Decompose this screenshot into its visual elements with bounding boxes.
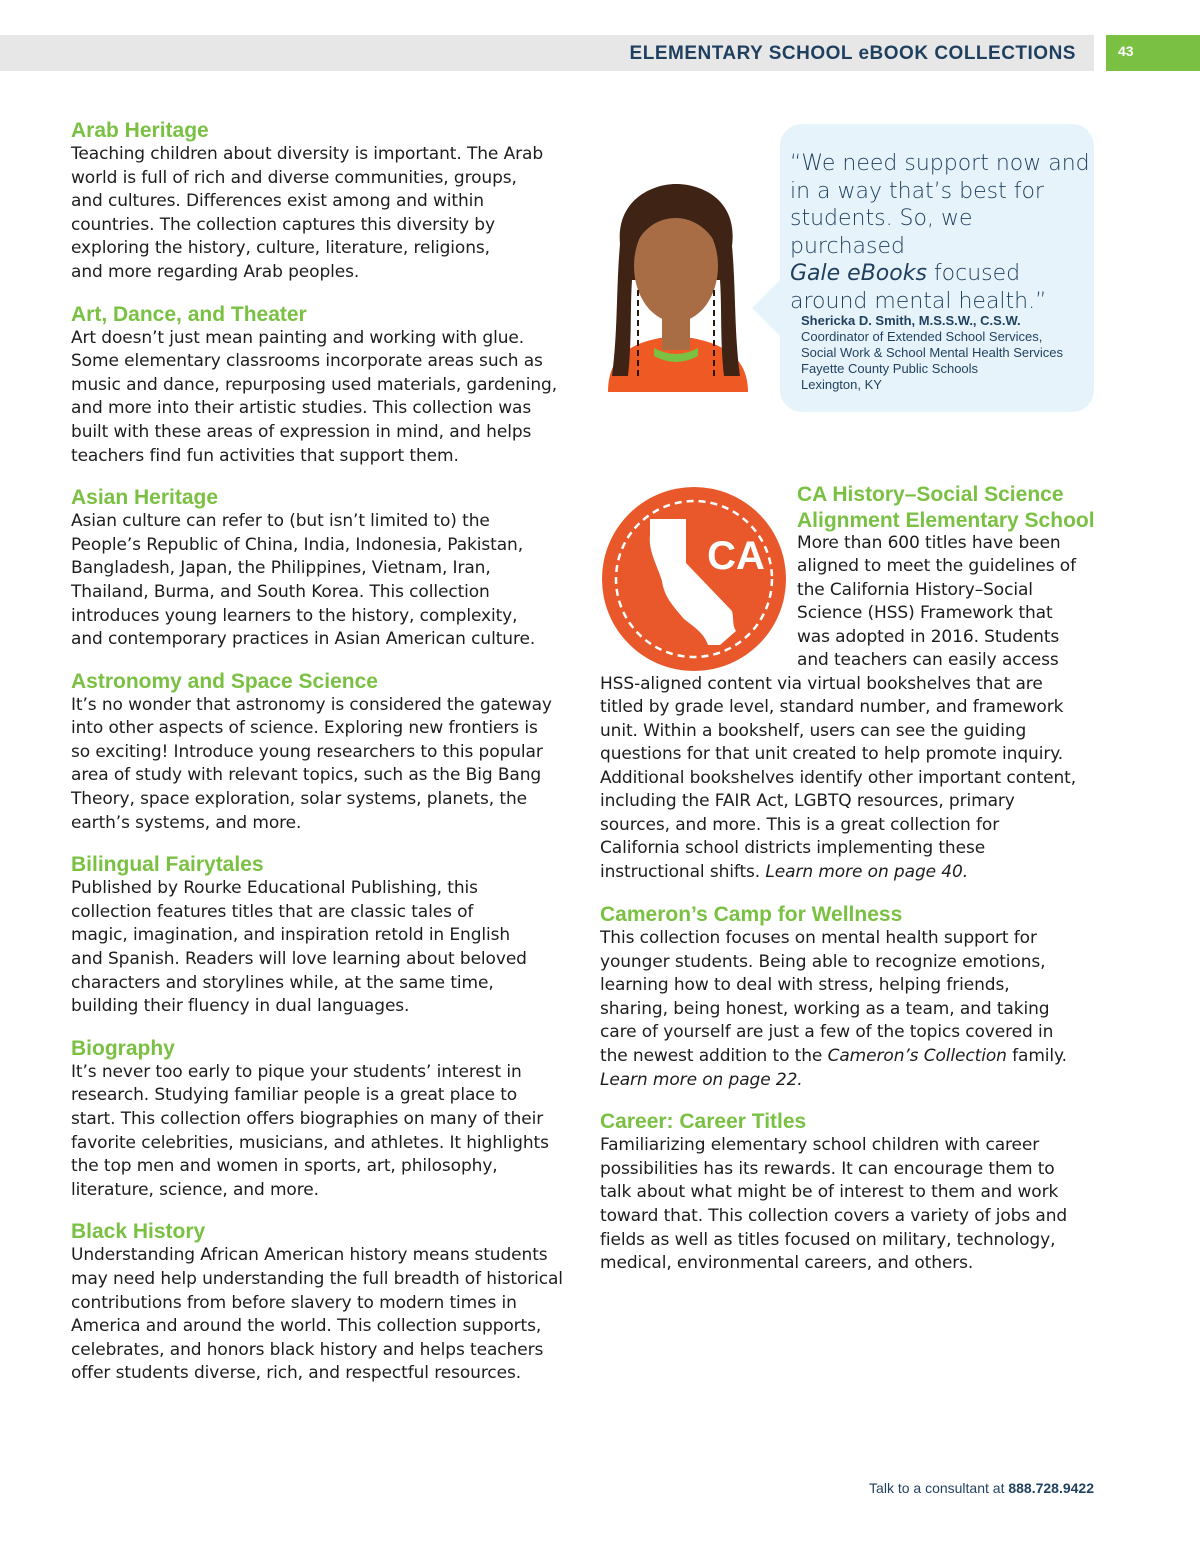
section-title: Career: Career Titles bbox=[600, 1110, 807, 1134]
section-body: Art doesn’t just mean painting and working with glue. Some elementary classrooms incorporate areas such as music and dance, repurposing used materials, gardening, and more into their artistic studies. This collection was built with these areas of expression in mind, and helps teachers find fun activities that support them. bbox=[71, 327, 558, 466]
avatar-illustration bbox=[598, 180, 754, 392]
author-role: Coordinator of Extended School Services, bbox=[801, 329, 1043, 344]
ca-body-line: Science (HSS) Framework that bbox=[797, 603, 1053, 623]
ca-body-line: questions for that unit created to help promote inquiry. bbox=[600, 744, 1064, 764]
right-column bbox=[600, 902, 1096, 1293]
section-career-titles bbox=[600, 1109, 1096, 1276]
section-body: It’s no wonder that astronomy is considered the gateway into other aspects of science. Exploring new frontiers is so exciting! Introduce young researchers to this popular area of study with relevant topics, such as the Big Bang Theory, space exploration, solar systems, planets, the earth’s systems, and more. bbox=[71, 694, 552, 833]
section-asian-heritage bbox=[71, 485, 571, 652]
section-biography bbox=[71, 1036, 571, 1203]
ca-body-line-last: instructional shifts. Learn more on page 40. bbox=[600, 862, 969, 882]
author-location: Lexington, KY bbox=[801, 377, 882, 392]
section-title: Arab Heritage bbox=[71, 119, 209, 142]
quote-attribution bbox=[801, 313, 1091, 393]
quote-text: “We need support now and in a way that’s best for students. So, we purchased Gale eBooks focused around mental health.” bbox=[790, 151, 1090, 314]
ca-body-line: Additional bookshelves identify other important content, bbox=[600, 768, 1077, 788]
section-camerons-camp bbox=[600, 902, 1096, 1092]
author-department: Social Work & School Mental Health Services bbox=[801, 345, 1064, 360]
ca-body-line: aligned to meet the guidelines of bbox=[797, 556, 1076, 576]
header-title: ELEMENTARY SCHOOL eBOOK COLLECTIONS bbox=[629, 43, 1076, 64]
author-name: Shericka D. Smith, M.S.S.W., C.S.W. bbox=[801, 313, 1021, 328]
ca-body-line: was adopted in 2016. Students bbox=[797, 627, 1060, 647]
section-title: Black History bbox=[71, 1220, 206, 1244]
section-body: This collection focuses on mental health support for younger students. Being able to recognize emotions, learning how to deal with stress, helping friends, sharing, being honest, working as a team, and taking care of yourself are just a few of the topics covered in the newest addition to the Cameron’s Collection family. Learn more on page 22. bbox=[600, 928, 1067, 1090]
california-badge-icon bbox=[600, 485, 788, 673]
section-body: Asian culture can refer to (but isn’t limited to) the People’s Republic of China, India, Indonesia, Pakistan, Bangladesh, Japan, the Philippines, Vietnam, Iran, Thailand, Burma, and South Korea. This collection introduces young learners to the history, complexity, and contemporary practices in Asian American culture. bbox=[71, 511, 536, 650]
ca-section-title: CA History–Social Science Alignment Elementary School bbox=[797, 483, 1095, 532]
badge-label: CA bbox=[707, 534, 765, 578]
section-body: Familiarizing elementary school children with career possibilities has its rewards. It can encourage them to talk about what might be of interest to them and work toward that. This collection covers a variety of jobs and fields as well as titles focused on military, technology, medical, environmental careers, and others. bbox=[600, 1135, 1068, 1274]
page-number-box bbox=[1106, 35, 1200, 71]
footer-phone: 888.728.9422 bbox=[1008, 1480, 1094, 1496]
section-title: Biography bbox=[71, 1036, 175, 1060]
footer-text: Talk to a consultant at bbox=[869, 1480, 1009, 1496]
section-black-history bbox=[71, 1219, 571, 1386]
section-body: It’s never too early to pique your students’ interest in research. Studying familiar people is a great place to start. This collection offers biographies on many of their favorite celebrities, musicians, and athletes. It highlights the top men and women in sports, art, philosophy, literature, science, and more. bbox=[71, 1061, 549, 1200]
ca-body-line: and teachers can easily access bbox=[797, 650, 1059, 670]
section-body: Published by Rourke Educational Publishing, this collection features titles that are classic tales of magic, imagination, and inspiration retold in English and Spanish. Readers will love learning about beloved characters and storylines while, at the same time, building their fluency in dual languages. bbox=[71, 878, 527, 1017]
section-body: Understanding African American history means students may need help understanding the full breadth of historical contributions from before slavery to modern times in America and around the world. This collection supports, celebrates, and honors black history and helps teachers offer students diverse, rich, and respectful resources. bbox=[71, 1245, 563, 1384]
author-organization: Fayette County Public Schools bbox=[801, 361, 979, 376]
learn-more-link: Learn more on page 22. bbox=[600, 1069, 803, 1090]
section-title: Art, Dance, and Theater bbox=[71, 302, 307, 326]
section-astronomy bbox=[71, 669, 571, 836]
ca-body-line: More than 600 titles have been bbox=[797, 533, 1061, 553]
ca-body-line: titled by grade level, standard number, and framework bbox=[600, 697, 1064, 717]
section-body: Teaching children about diversity is important. The Arab world is full of rich and diverse communities, groups, and cultures. Differences exist among and within countries. The collection captures this diversity by exploring the history, culture, literature, religions, and more regarding Arab peoples. bbox=[71, 144, 544, 282]
section-arab-heritage bbox=[71, 118, 571, 285]
ca-body-line: sources, and more. This is a great collection for bbox=[600, 815, 1000, 835]
section-title: Asian Heritage bbox=[71, 486, 219, 510]
ca-learn-more-link: Learn more on page 40. bbox=[765, 862, 969, 882]
ca-body-line: the California History–Social bbox=[797, 580, 1033, 600]
left-column bbox=[71, 118, 571, 1403]
section-title: Cameron’s Camp for Wellness bbox=[600, 903, 903, 926]
page-number: 43 bbox=[1118, 43, 1134, 59]
ca-body-line: including the FAIR Act, LGBTQ resources, primary bbox=[600, 791, 1015, 811]
section-title: Astronomy and Space Science bbox=[71, 669, 378, 693]
ca-body-line: unit. Within a bookshelf, users can see the guiding bbox=[600, 721, 1027, 741]
ca-body-line: HSS-aligned content via virtual bookshelves that are bbox=[600, 674, 1043, 694]
section-bilingual-fairytales bbox=[71, 852, 571, 1019]
section-title: Bilingual Fairytales bbox=[71, 853, 264, 877]
footer bbox=[869, 1480, 1094, 1496]
section-art-dance-theater bbox=[71, 302, 571, 469]
ca-body-line: California school districts implementing these bbox=[600, 838, 986, 858]
